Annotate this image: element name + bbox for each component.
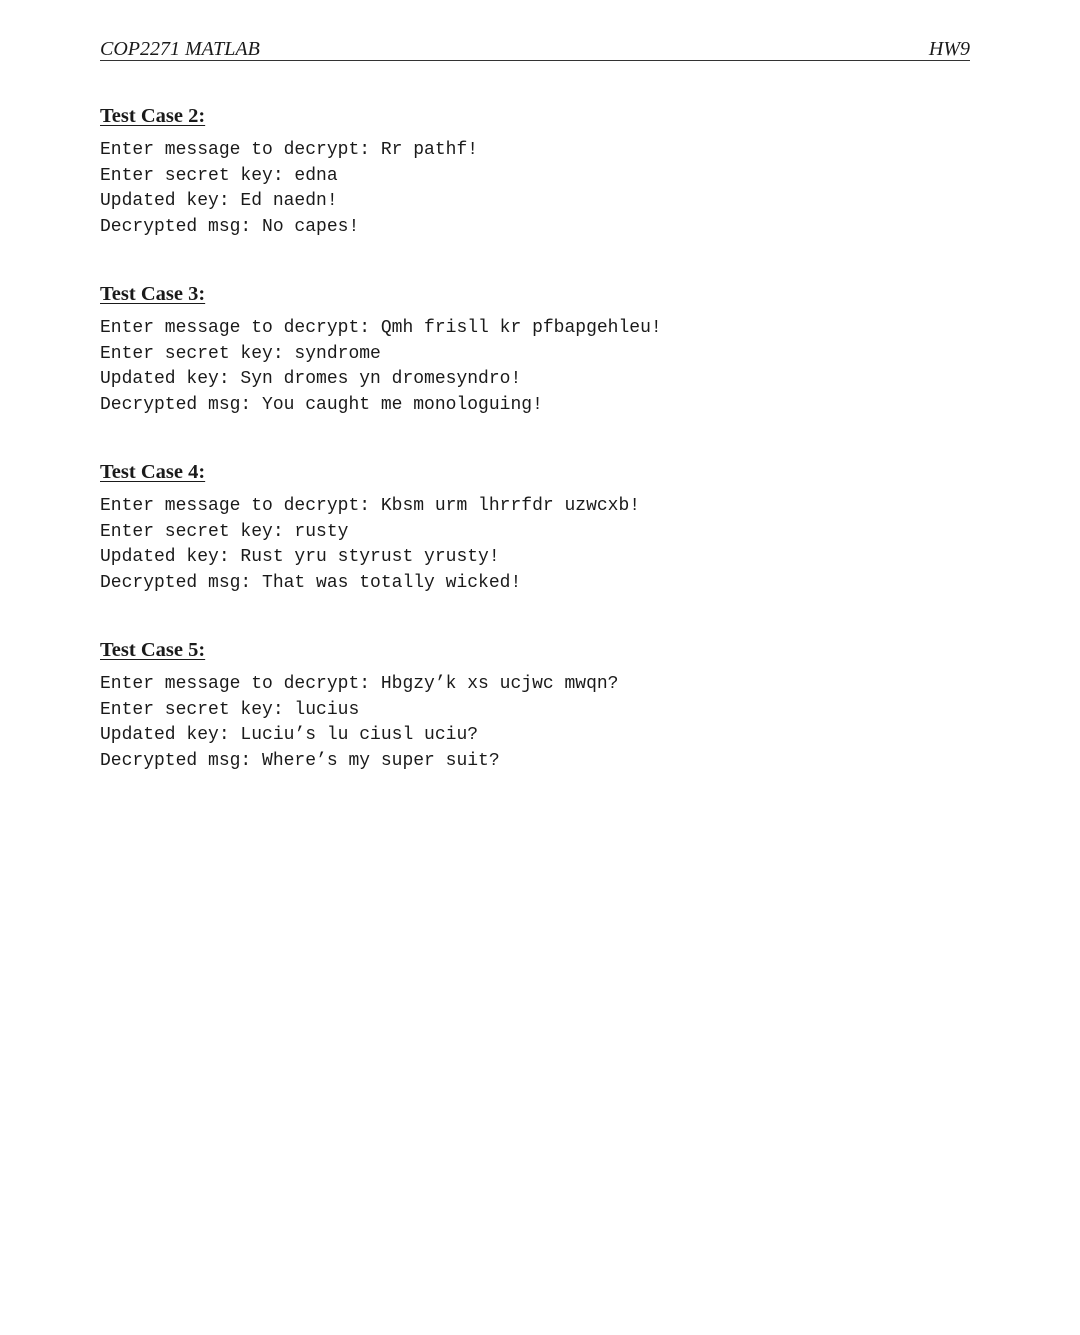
test-case-heading: Test Case 3: — [100, 283, 206, 305]
code-line: Decrypted msg: No capes! — [100, 217, 360, 238]
test-case-heading: Test Case 5: — [100, 639, 206, 661]
test-case-heading: Test Case 2: — [100, 105, 206, 127]
code-line: Enter message to decrypt: Kbsm urm lhrrfdr uzwcxb! — [100, 496, 641, 516]
console-output — [100, 672, 970, 775]
code-line: Updated key: Ed naedn! — [100, 191, 338, 212]
code-line: Enter message to decrypt: Hbgzy’k xs ucjwc mwqn? — [100, 674, 619, 694]
code-line: Decrypted msg: You caught me monologuing! — [100, 395, 543, 416]
console-output — [100, 138, 970, 241]
test-case-heading: Test Case 4: — [100, 461, 206, 483]
code-line: Updated key: Rust yru styrust yrusty! — [100, 547, 500, 568]
test-case-5 — [100, 638, 970, 775]
header-assignment: HW9 — [928, 38, 970, 60]
code-line: Enter secret key: lucius — [100, 699, 360, 720]
code-line: Updated key: Syn dromes yn dromesyndro! — [100, 369, 522, 390]
code-line: Enter secret key: rusty — [100, 521, 349, 542]
code-line: Enter secret key: edna — [100, 165, 338, 186]
console-output — [100, 494, 970, 597]
test-case-2 — [100, 104, 970, 241]
code-line: Updated key: Luciu’s lu ciusl uciu? — [100, 725, 479, 746]
code-line: Decrypted msg: Where’s my super suit? — [100, 751, 500, 772]
test-case-3 — [100, 282, 970, 419]
code-line: Enter message to decrypt: Qmh frisll kr pfbapgehleu! — [100, 318, 662, 338]
code-line: Enter message to decrypt: Rr pathf! — [100, 140, 479, 160]
header-course: COP2271 MATLAB — [100, 38, 260, 60]
console-output — [100, 316, 970, 419]
code-line: Enter secret key: syndrome — [100, 343, 381, 364]
page-header — [100, 38, 970, 61]
test-case-4 — [100, 460, 970, 597]
code-line: Decrypted msg: That was totally wicked! — [100, 573, 522, 594]
